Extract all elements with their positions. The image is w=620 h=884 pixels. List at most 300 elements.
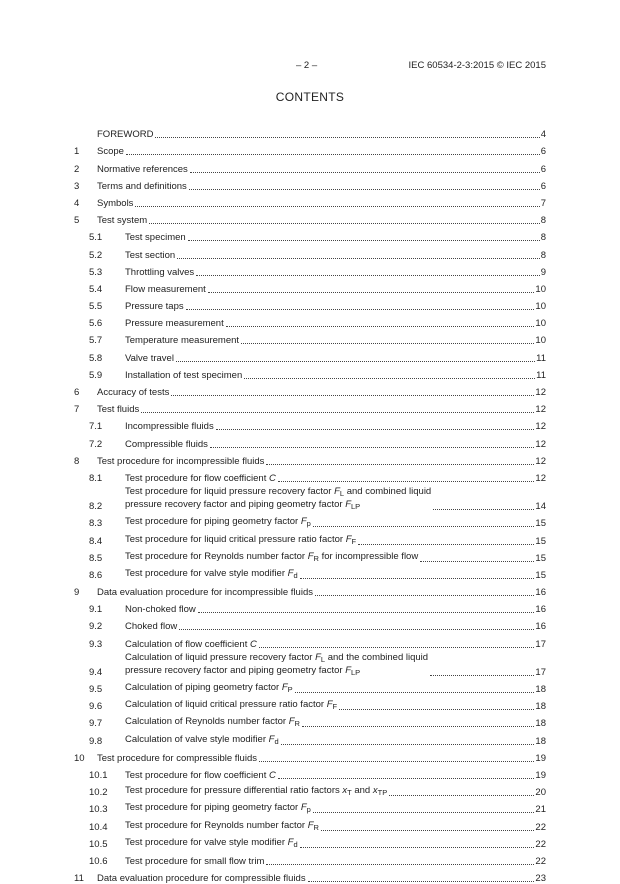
dot-leader [188,240,540,241]
toc-entry-number: 9.1 [89,604,103,616]
toc-title-subscript: R [313,822,319,832]
toc-title-text: Compressible fluids [125,438,208,450]
toc-entry-title[interactable] [125,353,174,364]
toc-title-subscript: d [293,570,298,580]
toc-entry-title[interactable] [125,551,418,564]
toc-entry-title[interactable] [125,734,279,747]
toc-title-symbol: F [326,699,333,711]
toc-entry[interactable] [74,867,546,884]
toc-entry-title[interactable] [125,439,208,450]
toc-entry[interactable] [74,695,546,712]
toc-entry-number: 9.5 [89,684,103,695]
dot-leader [135,206,539,207]
toc-entry[interactable] [74,415,546,432]
toc-entry-number: 4 [74,197,80,209]
dot-leader [315,595,534,596]
toc-title-text: Test procedure for valve style modifier [125,836,288,848]
toc-title-subscript: R [294,719,300,729]
toc-entry-page: 22 [535,821,546,833]
toc-title-text: Test procedure for compressible fluids [97,752,257,764]
dot-leader [244,378,535,379]
toc-title-text: Test procedure for flow coefficient [125,472,269,484]
toc-title-symbol: F [307,819,314,831]
toc-title-symbol: F [281,682,288,693]
toc-entry-number: 5.1 [89,232,103,244]
toc-entry-page: 18 [535,701,546,713]
toc-entry-title[interactable] [125,699,337,712]
toc-title-text: Calculation of liquid critical pressure ratio factor [125,699,327,711]
toc-entry-title[interactable] [97,404,139,415]
toc-entry[interactable] [74,650,546,678]
toc-title-text: Test system [97,215,148,227]
toc-entry[interactable] [74,432,546,449]
toc-title-text: Test procedure for piping geometry factor [125,802,301,814]
dot-leader [300,847,535,848]
toc-title-text: Throttling valves [125,266,195,278]
toc-entry-page: 8 [540,249,546,261]
toc-entry-title[interactable] [97,387,169,398]
toc-entry[interactable] [74,764,546,781]
toc-entry-number: 1 [74,146,80,158]
toc-entry-number: 8.1 [89,472,103,484]
toc-entry-page: 18 [535,684,546,695]
toc-entry-page: 20 [535,787,546,799]
toc-title-line2: pressure recovery factor and piping geometry factor [125,664,346,676]
toc-title-text: Calculation of Reynolds number factor [125,716,289,728]
toc-entry[interactable] [74,329,546,346]
toc-entry[interactable] [74,312,546,329]
toc-entry-number: 5.2 [89,249,103,261]
toc-title-text: Test specimen [125,232,186,244]
dot-leader [313,526,535,527]
toc-title-text-cont: and combined liquid [344,486,432,498]
toc-title-symbol: F [345,533,352,545]
toc-title-text: Non-choked flow [125,604,196,616]
toc-entry-page: 12 [535,387,546,398]
toc-title-text: Test procedure for Reynolds number factor [125,819,308,831]
toc-title-symbol: F [300,802,307,814]
toc-entry-title[interactable] [125,516,311,529]
toc-title-text: Test procedure for liquid critical pressure ratio factor [125,533,346,545]
toc-entry-number: 10.4 [89,821,108,833]
toc-entry[interactable] [74,364,546,381]
toc-entry-page: 12 [535,421,546,433]
dot-leader [149,223,540,224]
dot-leader [155,137,539,138]
toc-entry-page: 19 [535,752,546,764]
toc-entry-title[interactable] [125,473,276,484]
toc-entry-number: 5.6 [89,318,103,330]
page-title: CONTENTS [275,90,345,104]
toc-entry-title[interactable] [97,146,124,157]
toc-title-text: Test section [125,249,176,261]
toc-title-text: Test procedure for flow coefficient [125,769,269,781]
toc-title-text-cont: and [351,785,373,797]
toc-title-line2-symbol: F [345,664,352,676]
toc-title-text: Installation of test specimen [125,369,243,381]
toc-entry-page: 15 [535,535,546,547]
dot-leader [216,429,535,430]
toc-entry[interactable] [74,209,546,226]
toc-entry-title[interactable] [125,716,300,729]
toc-entry-number: 9.6 [89,701,103,713]
toc-entry-title[interactable] [125,486,431,512]
toc-entry[interactable] [74,243,546,260]
toc-title-text: Valve travel [125,352,174,364]
toc-entry-number: 8.6 [89,569,103,581]
dot-leader [339,709,534,710]
toc-entry-page: 17 [535,638,546,650]
toc-entry-title[interactable] [97,456,264,467]
toc-entry-page: 17 [535,666,546,678]
toc-title-subscript: F [351,536,357,546]
toc-title-subscript: d [293,839,298,849]
toc-title-line2-subscript: LP [351,502,361,512]
toc-entry-page: 10 [535,283,546,295]
toc-title-subscript: P [287,685,293,694]
toc-entry-page: 6 [540,146,546,158]
dot-leader [210,447,535,448]
toc-entry-number: 11 [74,873,84,884]
toc-title-text: Test procedure for Reynolds number factor [125,550,308,562]
toc-entry-page: 18 [535,718,546,730]
toc-title-text: Terms and definitions [97,180,187,192]
dot-leader [278,481,535,482]
toc-title-line2: pressure recovery factor and piping geometry factor [125,499,346,511]
toc-entry-title[interactable] [125,682,293,695]
toc-entry[interactable] [74,547,546,564]
toc-entry-number: 9.2 [89,621,103,633]
toc-entry-number: 5.7 [89,335,103,347]
toc-entry-number: 8.3 [89,518,103,530]
toc-entry-number: 5.5 [89,301,103,313]
toc-entry-title[interactable] [125,267,194,278]
dot-leader [196,275,540,276]
toc-title-symbol: F [288,716,295,728]
toc-title-text: Pressure measurement [125,318,224,330]
toc-entry[interactable] [74,747,546,764]
toc-entry-number: 5 [74,215,80,227]
toc-title-text-cont: for incompressible flow [318,550,419,562]
dot-leader [177,258,540,259]
dot-leader [241,343,534,344]
toc-entry-page: 23 [535,873,546,884]
toc-title-text: Temperature measurement [125,335,240,347]
toc-entry-title[interactable] [125,232,186,243]
toc-entry[interactable] [74,261,546,278]
table-of-contents [74,123,546,884]
toc-entry-title[interactable] [125,856,264,867]
toc-entry-number: 10 [74,752,85,764]
toc-title-symbol: F [300,516,307,528]
dot-leader [226,326,535,327]
toc-entry-page: 7 [540,197,546,209]
toc-title-symbol: C [249,638,257,650]
toc-entry-title[interactable] [125,250,175,261]
toc-entry[interactable] [74,123,546,140]
toc-title-text: Test procedure for liquid pressure recovery factor [125,486,335,498]
toc-title-text: Data evaluation procedure for compressible fluids [97,873,306,884]
toc-entry-title[interactable] [125,335,239,346]
toc-entry-page: 12 [535,455,546,467]
toc-title-symbol: F [315,651,321,663]
toc-entry-page: 22 [535,855,546,867]
toc-entry-title[interactable] [125,652,428,678]
toc-title-symbol: F [287,836,294,848]
toc-title-text: Data evaluation procedure for incompressible fluids [97,587,313,599]
toc-entry-page: 10 [535,335,546,347]
toc-entry-title[interactable] [97,129,153,140]
toc-entry-number: 5.3 [89,266,103,278]
toc-entry-page: 11 [536,369,546,381]
dot-leader [321,830,534,831]
toc-entry-page: 8 [540,215,546,227]
toc-entry-title[interactable] [125,604,196,615]
toc-entry-page: 6 [540,180,546,192]
dot-leader [281,744,535,745]
toc-entry-page: 19 [535,769,546,781]
dot-leader [266,864,534,865]
toc-entry-title[interactable] [125,639,257,650]
toc-entry[interactable] [74,295,546,312]
toc-entry-number: 10.6 [89,855,108,867]
toc-entry-number: 5.9 [89,369,103,381]
toc-entry-number: 9.7 [89,718,103,730]
toc-title-text: Test procedure for small flow trim [125,855,265,867]
toc-entry-page: 12 [535,472,546,484]
toc-title-text: Symbols [97,197,134,209]
toc-entry[interactable] [74,850,546,867]
toc-entry[interactable] [74,450,546,467]
toc-title-text: Calculation of piping geometry factor [125,682,282,693]
toc-entry-page: 9 [540,266,546,278]
toc-entry[interactable] [74,781,546,798]
dot-leader [171,395,534,396]
toc-title-symbol: F [307,550,314,562]
toc-title-subscript: L [320,654,326,664]
dot-leader [420,561,534,562]
dot-leader [259,647,535,648]
toc-entry-page: 12 [535,404,546,416]
toc-entry-title[interactable] [97,181,187,192]
toc-entry-number: 7.2 [89,438,103,450]
toc-entry[interactable] [74,564,546,581]
toc-entry-title[interactable] [97,587,313,598]
toc-entry-number: 9.4 [89,666,103,678]
toc-entry-number: 9.3 [89,638,103,650]
toc-entry-number: 5.8 [89,352,103,364]
toc-entry[interactable] [74,598,546,615]
toc-title-line2-symbol: F [345,499,352,511]
dot-leader [179,629,534,630]
page-header [0,60,620,74]
toc-entry-title[interactable] [97,198,133,209]
toc-entry-number: 8.2 [89,501,103,513]
dot-leader [358,544,534,545]
toc-title-text-cont: and the combined liquid [325,651,429,663]
toc-entry-page: 10 [535,318,546,330]
toc-title-text: Scope [97,146,124,158]
toc-entry-page: 14 [535,501,546,513]
toc-title-text: Test procedure for pressure differential ratio factors [125,785,343,797]
toc-title-2-symbol: x [372,785,378,797]
toc-entry-title[interactable] [125,318,224,329]
toc-entry[interactable] [74,815,546,832]
toc-title-text: Accuracy of tests [97,387,170,398]
toc-entry-title[interactable] [125,534,356,547]
toc-entry-page: 22 [535,838,546,850]
toc-title-text: Pressure taps [125,301,184,313]
toc-entry-title[interactable] [97,215,147,226]
dot-leader [430,675,534,676]
dot-leader [308,881,535,882]
dot-leader [302,726,534,727]
toc-entry-title[interactable] [125,568,298,581]
dot-leader [295,692,535,693]
toc-title-text: Calculation of liquid pressure recovery factor [125,651,316,663]
toc-entry-number: 5.4 [89,283,103,295]
toc-title-subscript: T [347,788,352,798]
toc-entry-number: 8.5 [89,552,103,564]
dot-leader [190,172,540,173]
dot-leader [313,812,535,813]
dot-leader [198,612,535,613]
toc-entry-number: 9.8 [89,735,103,747]
toc-entry-page: 15 [535,552,546,564]
toc-entry-title[interactable] [97,873,306,884]
toc-entry[interactable] [74,615,546,632]
toc-entry[interactable] [74,678,546,695]
toc-entry-page: 10 [535,301,546,313]
toc-title-text: Flow measurement [125,283,206,295]
toc-title-text: Test fluids [97,404,140,416]
toc-title-symbol: C [268,472,276,484]
toc-entry-number: 7 [74,404,80,416]
toc-entry[interactable] [74,226,546,243]
toc-entry[interactable] [74,833,546,850]
toc-entry-number: 8 [74,455,80,467]
toc-entry-number: 6 [74,387,80,398]
toc-entry-page: 12 [535,438,546,450]
toc-entry[interactable] [74,529,546,546]
toc-title-symbol: x [342,785,348,797]
dot-leader [389,795,534,796]
dot-leader [141,412,534,413]
toc-title-text: Test procedure for incompressible fluids [97,455,265,467]
toc-entry-title[interactable] [125,370,242,381]
toc-entry-page: 15 [535,518,546,530]
toc-entry[interactable] [74,484,546,512]
toc-title-subscript: L [339,489,345,499]
toc-entry-title[interactable] [125,621,177,632]
toc-entry-title[interactable] [125,785,387,798]
dot-leader [433,509,534,510]
toc-title-2-subscript: TP [377,788,388,798]
document-id: IEC 60534-2-3:2015 © IEC 2015 [408,60,546,71]
toc-title-text: Calculation of flow coefficient [125,638,250,650]
toc-entry[interactable] [74,798,546,815]
toc-title-text: Calculation of valve style modifier [125,733,269,745]
page-number: – 2 – [296,60,318,71]
toc-entry-title[interactable] [125,301,184,312]
dot-leader [300,578,535,579]
toc-entry-page: 11 [536,352,546,364]
toc-entry-page: 16 [535,621,546,633]
toc-entry-number: 8.4 [89,535,103,547]
toc-entry-title[interactable] [97,753,257,764]
toc-entry-title[interactable] [125,820,319,833]
toc-entry-page: 21 [535,804,546,816]
toc-entry[interactable] [74,632,546,649]
dot-leader [176,361,535,362]
toc-entry-title[interactable] [97,164,188,175]
toc-entry[interactable] [74,512,546,529]
toc-entry-title[interactable] [125,802,311,815]
dot-leader [126,154,540,155]
toc-entry[interactable] [74,346,546,363]
toc-entry[interactable] [74,157,546,174]
toc-entry[interactable] [74,381,546,398]
toc-title-text: Normative references [97,163,188,175]
dot-leader [266,464,534,465]
toc-entry[interactable] [74,192,546,209]
toc-title-symbol: F [287,567,294,579]
toc-title-symbol: F [334,486,340,498]
toc-entry[interactable] [74,398,546,415]
dot-leader [189,189,540,190]
toc-entry-title[interactable] [125,837,298,850]
toc-title-line2-subscript: LP [351,667,361,677]
toc-title-text: FOREWORD [97,129,154,141]
toc-entry-number: 7.1 [89,421,103,433]
toc-title-text: Test procedure for piping geometry factor [125,516,301,528]
toc-entry[interactable] [74,729,546,746]
toc-entry-number: 3 [74,180,80,192]
toc-entry-number: 10.2 [89,787,108,799]
toc-entry-page: 16 [535,587,546,599]
dot-leader [186,309,535,310]
toc-entry-page: 6 [540,163,546,175]
dot-leader [278,778,535,779]
toc-entry-page: 15 [535,569,546,581]
toc-title-subscript: F [332,702,338,712]
toc-title-symbol: F [268,733,275,745]
toc-entry[interactable] [74,467,546,484]
toc-entry-title[interactable] [125,770,276,781]
toc-entry-number: 10.1 [89,769,108,781]
toc-title-text: Test procedure for valve style modifier [125,567,288,579]
toc-entry-number: 10.3 [89,804,108,816]
toc-entry[interactable] [74,581,546,598]
toc-entry[interactable] [74,278,546,295]
toc-entry-page: 4 [540,129,546,141]
toc-title-subscript: d [274,736,279,746]
toc-title-subscript: R [313,553,319,563]
toc-title-text: Choked flow [125,621,178,633]
toc-entry[interactable] [74,140,546,157]
toc-title-subscript: p [306,805,311,815]
toc-title-symbol: C [268,769,276,781]
toc-entry-page: 16 [535,604,546,616]
toc-entry-page: 8 [540,232,546,244]
toc-entry[interactable] [74,175,546,192]
toc-entry[interactable] [74,712,546,729]
toc-entry-title[interactable] [125,284,206,295]
toc-entry-title[interactable] [125,421,214,432]
dot-leader [259,761,534,762]
dot-leader [208,292,535,293]
toc-entry-number: 2 [74,163,80,175]
